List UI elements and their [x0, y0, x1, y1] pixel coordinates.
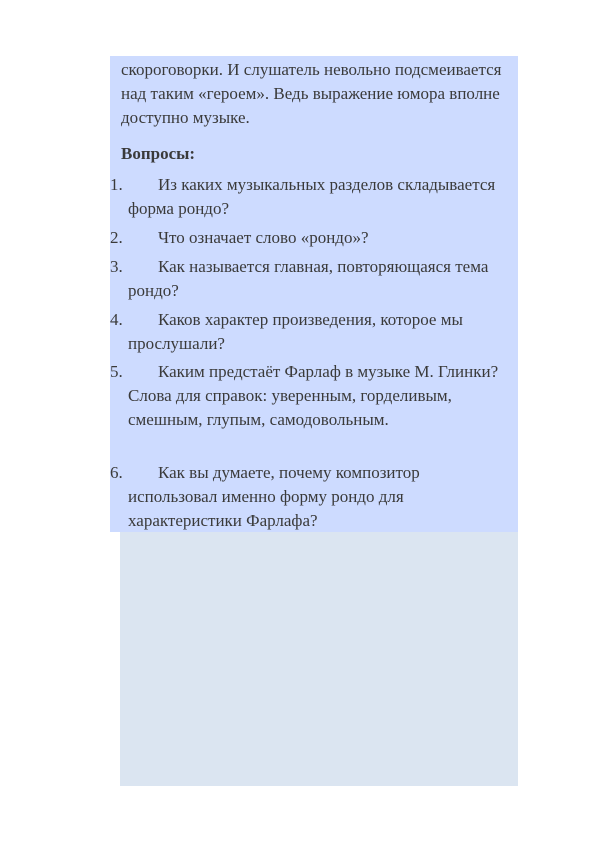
- question-text: Каков характер произведения, которое мы прослушали?: [128, 310, 463, 353]
- question-number: 2.: [110, 228, 123, 247]
- questions-heading: Вопросы:: [121, 144, 196, 163]
- question-number: 1.: [110, 175, 123, 194]
- question-text: Как называется главная, повторяющаяся тема рондо?: [128, 257, 489, 300]
- question-text: Каким предстаёт Фарлаф в музыке М. Глинки? Слова для справок: уверенным, горделивым, смешным, глупым, самодовольным.: [128, 362, 499, 429]
- question-number: 5.: [110, 362, 123, 381]
- question-number: 3.: [110, 257, 123, 276]
- question-number: 6.: [110, 463, 123, 482]
- question-number: 4.: [110, 310, 123, 329]
- question-text: Как вы думаете, почему композитор использовал именно форму рондо для характеристики Фарлафа?: [128, 463, 420, 530]
- question-text: Из каких музыкальных разделов складывается форма рондо?: [128, 175, 496, 218]
- intro-paragraph: скороговорки. И слушатель невольно подсмеивается над таким «героем». Ведь выражение юмора вполне доступно музыке.: [121, 60, 502, 127]
- question-text: Что означает слово «рондо»?: [158, 228, 369, 247]
